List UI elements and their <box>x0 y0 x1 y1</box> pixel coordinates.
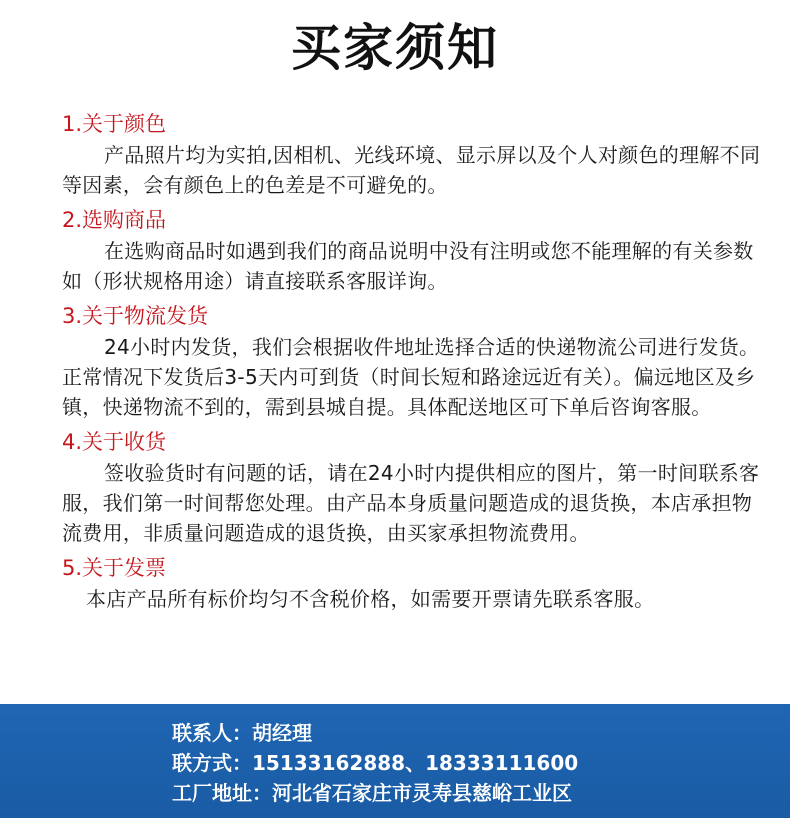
contact-phone: 联方式：15133162888、18333111600 <box>172 751 579 775</box>
contact-person: 联系人：胡经理 <box>172 721 312 745</box>
contact-info <box>172 718 578 808</box>
section-heading: 4.关于收货 <box>62 430 167 454</box>
page-title: 买家须知 <box>291 18 499 77</box>
section-heading: 5.关于发票 <box>62 556 167 580</box>
section-text: 24小时内发货，我们会根据收件地址选择合适的快递物流公司进行发货。正常情况下发货后3-5天内可到货（时间长短和路途远近有关）。偏远地区及乡镇，快递物流不到的，需到县城自提。具体配送地区可下单后咨询客服。 <box>62 335 760 419</box>
section-text: 在选购商品时如遇到我们的商品说明中没有注明或您不能理解的有关参数如（形状规格用途）请直接联系客服详询。 <box>62 239 754 293</box>
section-heading: 3.关于物流发货 <box>62 304 209 328</box>
section-heading: 2.选购商品 <box>62 208 167 232</box>
section-invoice <box>62 552 762 614</box>
section-purchase <box>62 204 762 296</box>
section-receiving <box>62 426 762 548</box>
factory-address: 工厂地址：河北省石家庄市灵寿县慈峪工业区 <box>172 781 572 805</box>
section-text: 本店产品所有标价均匀不含税价格，如需要开票请先联系客服。 <box>86 587 655 611</box>
contact-footer <box>0 704 790 818</box>
section-text: 产品照片均为实拍,因相机、光线环境、显示屏以及个人对颜色的理解不同等因素，会有颜色上的色差是不可避免的。 <box>62 143 761 197</box>
section-color <box>62 108 762 200</box>
notice-content <box>62 108 762 618</box>
section-text: 签收验货时有问题的话，请在24小时内提供相应的图片，第一时间联系客服，我们第一时间帮您处理。由产品本身质量问题造成的退货换，本店承担物流费用，非质量问题造成的退货换，由买家承担物流费用。 <box>62 461 760 545</box>
section-heading: 1.关于颜色 <box>62 112 167 136</box>
section-shipping <box>62 300 762 422</box>
